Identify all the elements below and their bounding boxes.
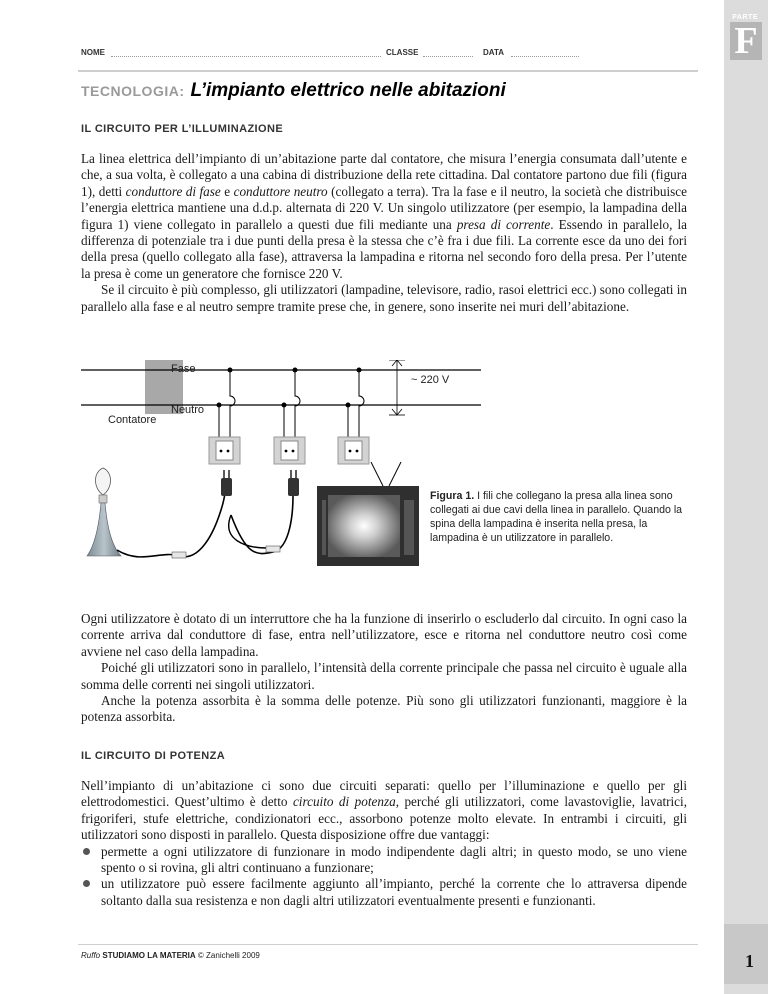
bullet-icon: [83, 848, 90, 855]
term-circuito-potenza: circuito di potenza: [292, 794, 396, 810]
classe-field[interactable]: [423, 56, 473, 57]
label-contatore: Contatore: [108, 414, 157, 426]
figure-caption: [430, 489, 698, 545]
nome-field[interactable]: [111, 56, 381, 57]
footer: [81, 951, 260, 960]
section-heading-illuminazione: IL CIRCUITO PER L’ILLUMINAZIONE: [81, 123, 284, 135]
nome-label: NOME: [81, 48, 105, 57]
title-rule: [78, 70, 698, 72]
page-number: 1: [745, 951, 754, 971]
wall-outlets: [209, 437, 369, 464]
page-title: [81, 80, 506, 102]
section-heading-potenza: IL CIRCUITO DI POTENZA: [81, 750, 226, 762]
footer-book: STUDIAMO LA MATERIA: [102, 951, 196, 960]
student-info-row: [81, 46, 581, 60]
bullet-icon: [83, 880, 90, 887]
label-fase: Fase: [171, 363, 196, 375]
title-tag: TECNOLOGIA:: [81, 83, 185, 99]
figure-1: [81, 360, 701, 590]
label-voltage: ~ 220 V: [411, 374, 450, 386]
caption-text: I fili che collegano la presa alla linea sono collegati ai due cavi della linea in parallelo. Quando la spina della lampadina è inserita nella presa, la lampadina è un utilizzatore in parallelo.: [430, 490, 683, 544]
right-sidebar: [724, 0, 768, 994]
lamp: [87, 468, 121, 556]
footer-rule: [78, 944, 698, 945]
text-run: (collegato a terra). Tra la fase e il neutro, la società che distribuisce l’energia elettrica mantiene una d.d.p. alternata di 220 V. Un singolo utilizzatore (per esempio, la lampadina della figura 1) viene collegato in parallelo a questi due fili mediante una: [81, 183, 687, 232]
term-neutro: conduttore neutro: [233, 183, 328, 199]
paragraph: Anche la potenza assorbita è la somma delle potenze. Più sono gli utilizzatori funzionanti, maggiore è la potenza assorbita.: [81, 693, 687, 725]
data-field[interactable]: [511, 56, 579, 57]
list-item-text: permette a ogni utilizzatore di funzionare in modo indipendente dagli altri; in questo modo, se uno viene spento o si rovina, gli altri continuano a funzionare;: [101, 843, 687, 876]
section1b-text: [81, 611, 687, 726]
footer-author: Ruffo: [81, 951, 101, 960]
caption-label: Figura 1.: [430, 490, 475, 502]
parte-label: PARTE: [732, 14, 758, 21]
lamp-plug-cable: [117, 470, 232, 558]
outlet-wiring: [217, 368, 364, 438]
title-main: L’impianto elettrico nelle abitazioni: [190, 80, 506, 101]
list-item: [81, 876, 687, 909]
paragraph: Poiché gli utilizzatori sono in parallelo, l’intensità della corrente principale che passa nel circuito è uguale alla somma delle correnti nei singoli utilizzatori.: [81, 660, 687, 692]
parte-letter: F: [730, 22, 762, 60]
text-run: La linea elettrica dell’impianto di un’abitazione parte dal contatore, che misura l’energia consumata dall’utente e che, a sua volta, è collegato a una cabina di distribuzione della rete cittadina. Dal contatore partono due fili (figura 1), detti: [81, 151, 687, 199]
term-presa: presa di corrente: [456, 216, 551, 232]
advantages-list: [81, 844, 687, 910]
list-item-text: un utilizzatore può essere facilmente aggiunto all’impianto, perché la corrente che lo attraversa dipende soltanto dalla sua resistenza e non dagli altri utilizzatori eventualmente presenti e funzionanti.: [101, 876, 687, 908]
section1-text: [81, 151, 687, 315]
text-run: Nell’impianto di un’abitazione ci sono due circuiti separati: quello per l’illuminazione e quello per gli elettrodomestici. Quest’ultimo è detto: [81, 778, 687, 810]
text-run: . Essendo in parallelo, la differenza di potenziale tra i due punti della presa è la stessa che c’è fra i due fili. La corrente esce da uno dei fori della presa (quello collegato alla fase), attraversa la lampadina e ritorna nel secondo foro della presa. Per l’utente la presa è come un generatore che fornisce 220 V.: [81, 216, 688, 281]
data-label: DATA: [483, 48, 505, 57]
section2-text: [81, 778, 687, 909]
circuit-diagram: [81, 360, 701, 590]
label-neutro: Neutro: [171, 404, 205, 416]
term-fase: conduttore di fase: [125, 183, 221, 199]
paragraph: [81, 151, 687, 282]
television: [317, 486, 419, 566]
text-run: e: [220, 183, 234, 199]
paragraph: Ogni utilizzatore è dotato di un interruttore che ha la funzione di inserirlo o escluderlo dal circuito. In ogni caso la corrente arriva dal conduttore di fase, entra nell’utilizzatore, esce e ritorna nel conduttore neutro così come avviene nel caso della lampadina.: [81, 611, 687, 659]
footer-publisher: © Zanichelli 2009: [197, 951, 260, 960]
paragraph: [81, 778, 687, 844]
paragraph: Se il circuito è più complesso, gli utilizzatori (lampadine, televisore, radio, rasoi elettrici ecc.) sono collegati in parallelo alla fase e al neutro sempre tramite prese che, in genere, sono inserite nei muri dell’abitazione.: [81, 282, 687, 314]
second-plug-cable: [229, 470, 299, 554]
list-item: [81, 844, 687, 877]
text-run: , perché gli utilizzatori, come lavastoviglie, lavatrici, frigoriferi, stufe elettriche, condizionatori ecc., assorbono potenze molto elevate. In entrambi i circuiti, gli utilizzatori sono disposti in parallelo. Questa disposizione offre due vantaggi:: [81, 794, 687, 843]
classe-label: CLASSE: [386, 48, 419, 57]
